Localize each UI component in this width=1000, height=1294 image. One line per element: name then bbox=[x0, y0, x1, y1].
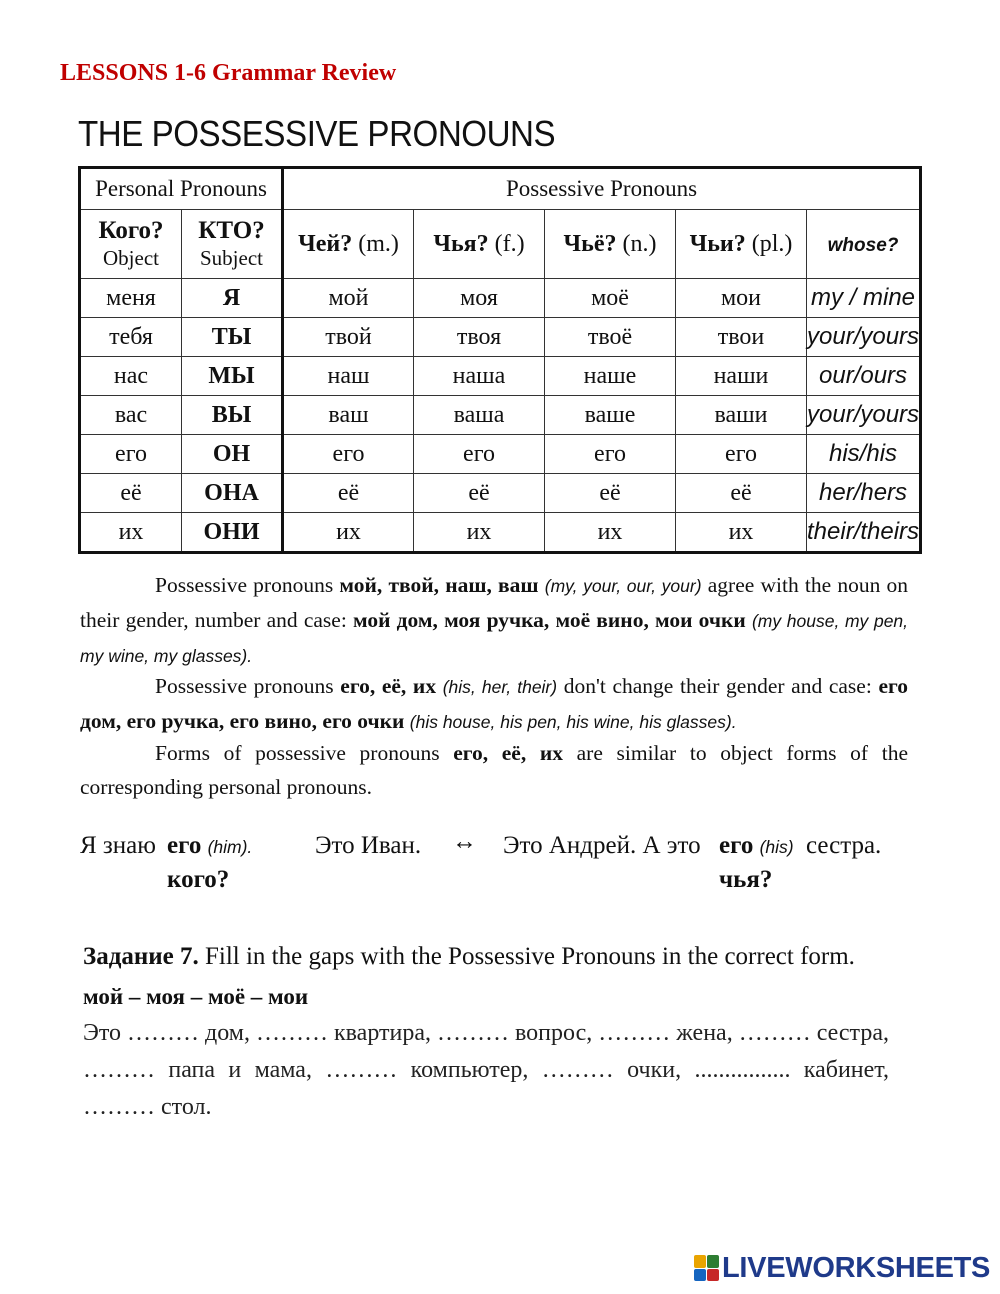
object-pronoun: его bbox=[80, 435, 182, 474]
double-arrow-icon: ↔ bbox=[452, 828, 477, 855]
p2-text-d: don't change their gender and case: bbox=[563, 674, 872, 698]
possessive-pl: наши bbox=[676, 357, 807, 396]
possessive-n: моё bbox=[545, 279, 676, 318]
object-pronoun: тебя bbox=[80, 318, 182, 357]
object-pronoun: её bbox=[80, 474, 182, 513]
p1-bold-examples: мой дом, моя ручка, моё вино, мои очки bbox=[352, 608, 746, 632]
header-pl-gender: (pl.) bbox=[751, 230, 793, 257]
paragraph-1 bbox=[80, 568, 908, 673]
possessive-pl: твои bbox=[676, 318, 807, 357]
english-translation: your/yours bbox=[807, 396, 921, 435]
p3-text-c: are similar to object forms of the corresponding personal pronouns. bbox=[80, 741, 908, 799]
table-row bbox=[80, 396, 921, 435]
table-row bbox=[80, 435, 921, 474]
header-f-gender: (f.) bbox=[494, 230, 525, 257]
possessive-m: их bbox=[283, 513, 414, 553]
header-pl-question: Чьи? bbox=[689, 230, 746, 257]
p1-bold-pronouns: мой, твой, наш, ваш bbox=[339, 573, 539, 597]
example-chya bbox=[719, 866, 772, 894]
header-subject-question: КТО? bbox=[198, 217, 265, 244]
paragraph-2 bbox=[80, 669, 908, 739]
object-pronoun: вас bbox=[80, 396, 182, 435]
header-plural bbox=[676, 210, 807, 279]
example-kogo bbox=[167, 866, 229, 894]
possessive-f: твоя bbox=[414, 318, 545, 357]
p3-bold-pronouns: его, её, их bbox=[453, 741, 563, 765]
possessive-m: ваш bbox=[283, 396, 414, 435]
example-him-gloss: (him). bbox=[207, 837, 253, 857]
header-subject bbox=[182, 210, 283, 279]
liveworksheets-logo-icon bbox=[694, 1255, 718, 1281]
possessive-m: его bbox=[283, 435, 414, 474]
page-title: THE POSSESSIVE PRONOUNS bbox=[78, 113, 556, 154]
paragraph-3 bbox=[80, 736, 908, 804]
possessive-f: моя bbox=[414, 279, 545, 318]
header-neuter bbox=[545, 210, 676, 279]
subject-pronoun: ОНА bbox=[182, 474, 283, 513]
task-heading bbox=[83, 943, 855, 971]
possessive-n: его bbox=[545, 435, 676, 474]
possessive-pl: его bbox=[676, 435, 807, 474]
subject-pronoun: Я bbox=[182, 279, 283, 318]
subject-pronoun: МЫ bbox=[182, 357, 283, 396]
header-whose bbox=[807, 210, 921, 279]
example-ego-him bbox=[167, 832, 252, 860]
possessive-pl: её bbox=[676, 474, 807, 513]
possessive-n: их bbox=[545, 513, 676, 553]
header-m-gender: (m.) bbox=[358, 230, 399, 257]
header-n-question: Чьё? bbox=[563, 230, 617, 257]
example-ya-znayu: Я знаю bbox=[80, 832, 156, 859]
possessive-n: её bbox=[545, 474, 676, 513]
header-masculine bbox=[283, 210, 414, 279]
p2-bold-examples: его дом, его ручка, его вино, его очки bbox=[80, 674, 908, 733]
possessive-m: её bbox=[283, 474, 414, 513]
header-n-gender: (n.) bbox=[622, 230, 657, 257]
english-translation: their/theirs bbox=[807, 513, 921, 553]
possessive-f: их bbox=[414, 513, 545, 553]
english-translation: our/ours bbox=[807, 357, 921, 396]
subject-pronoun: ТЫ bbox=[182, 318, 283, 357]
p1-italic-gloss: (my, your, our, your) bbox=[544, 576, 702, 596]
possessive-pl: мои bbox=[676, 279, 807, 318]
example-kogo-text: кого? bbox=[167, 866, 230, 893]
lesson-title: LESSONS 1-6 Grammar Review bbox=[60, 60, 397, 86]
table-row bbox=[80, 318, 921, 357]
p1-text-d: agree with the noun on their gender, number and case: bbox=[80, 573, 909, 632]
subject-pronoun: ОНИ bbox=[182, 513, 283, 553]
english-translation: your/yours bbox=[807, 318, 921, 357]
example-eto-ivan: Это Иван. bbox=[315, 832, 422, 859]
header-object bbox=[80, 210, 182, 279]
p2-bold-pronouns: его, её, их bbox=[340, 674, 437, 698]
header-feminine bbox=[414, 210, 545, 279]
possessive-n: твоё bbox=[545, 318, 676, 357]
p2-italic-translation: (his house, his pen, his wine, his glasses). bbox=[409, 712, 737, 732]
p2-text-a: Possessive pronouns bbox=[155, 674, 334, 698]
possessive-f: наша bbox=[414, 357, 545, 396]
english-translation: my / mine bbox=[807, 279, 921, 318]
possessive-n: ваше bbox=[545, 396, 676, 435]
possessive-pl: их bbox=[676, 513, 807, 553]
table-row bbox=[80, 513, 921, 553]
example-eto-andrey: Это Андрей. А это bbox=[503, 832, 701, 859]
table-header-row bbox=[80, 168, 921, 210]
p1-italic-translation: (my house, my pen, my wine, my glasses). bbox=[80, 611, 909, 666]
table-subheader-row bbox=[80, 210, 921, 279]
example-ego-his bbox=[719, 832, 794, 860]
possessive-m: наш bbox=[283, 357, 414, 396]
possessive-f: её bbox=[414, 474, 545, 513]
header-m-question: Чей? bbox=[298, 230, 353, 257]
p3-text-a: Forms of possessive pronouns bbox=[155, 741, 440, 765]
p1-text-a: Possessive pronouns bbox=[155, 573, 334, 597]
object-pronoun: их bbox=[80, 513, 182, 553]
subject-pronoun: ОН bbox=[182, 435, 283, 474]
possessive-pronouns-table bbox=[78, 166, 922, 554]
object-pronoun: меня bbox=[80, 279, 182, 318]
p2-italic-gloss: (his, her, their) bbox=[442, 677, 558, 697]
example-ego-2: его bbox=[719, 832, 754, 859]
example-ego-1: его bbox=[167, 832, 202, 859]
object-pronoun: нас bbox=[80, 357, 182, 396]
liveworksheets-logo bbox=[694, 1250, 990, 1286]
example-sestra: сестра. bbox=[806, 832, 882, 859]
task-gap-text: Это ……… дом, ……… квартира, ……… вопрос, ……… жена, ……… сестра, ……… папа и мама, ……… компьютер, ……… очки, ................ кабинет, ……… стол. bbox=[83, 1020, 889, 1120]
header-subject-label: Subject bbox=[200, 246, 263, 270]
possessive-m: мой bbox=[283, 279, 414, 318]
header-whose-label: whose? bbox=[827, 234, 899, 256]
header-personal-pronouns: Personal Pronouns bbox=[80, 168, 283, 210]
possessive-f: его bbox=[414, 435, 545, 474]
header-object-question: Кого? bbox=[98, 217, 164, 244]
header-f-question: Чья? bbox=[433, 230, 489, 257]
header-object-label: Object bbox=[103, 246, 159, 270]
subject-pronoun: ВЫ bbox=[182, 396, 283, 435]
task-instruction: Fill in the gaps with the Possessive Pronouns in the correct form. bbox=[205, 943, 855, 970]
logo-text: LIVEWORKSHEETS bbox=[722, 1251, 991, 1284]
table-row bbox=[80, 279, 921, 318]
example-his-gloss: (his) bbox=[759, 837, 794, 857]
possessive-pl: ваши bbox=[676, 396, 807, 435]
table-row bbox=[80, 474, 921, 513]
task-label: Задание 7. bbox=[83, 943, 199, 970]
example-chya-text: чья? bbox=[719, 866, 773, 893]
possessive-f: ваша bbox=[414, 396, 545, 435]
english-translation: her/hers bbox=[807, 474, 921, 513]
possessive-n: наше bbox=[545, 357, 676, 396]
header-possessive-pronouns: Possessive Pronouns bbox=[283, 168, 921, 210]
english-translation: his/his bbox=[807, 435, 921, 474]
table-row bbox=[80, 357, 921, 396]
task-options: мой – моя – моё – мои bbox=[83, 984, 309, 1009]
possessive-m: твой bbox=[283, 318, 414, 357]
